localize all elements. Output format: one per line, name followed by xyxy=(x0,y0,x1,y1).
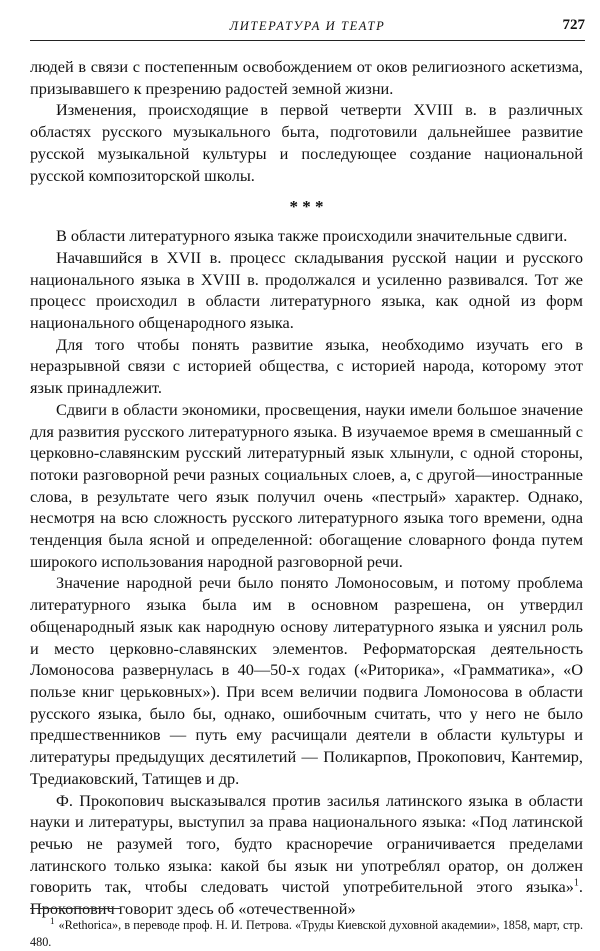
paragraph-nation-process: Начавшийся в XVII в. процесс складывания русской нации и русского национального языка в XVIII в. продолжался и усиленно развивался. Тот же процесс происходил в области литературного языка, как одной из форм национального общенародного языка. xyxy=(30,247,583,333)
paragraph-shifts: Сдвиги в области экономики, просвещения, науки имели большое значение для развития русского литературного языка. В изучаемое время в смешанный с церковно-славянским русский литературный язык хлынули, с одной стороны, потоки разговорной речи разных социальных слоев, а, с другой—иностранные слова, в результате чего язык получил очень «пестрый» характер. Однако, несмотря на всю сложность русского литературного языка того времени, одна тенденция была ясной и определенной: обогащение словарного фонда путем широкого использования народной разговорной речи. xyxy=(30,399,583,571)
footnote-rule xyxy=(30,908,120,909)
page-number: 727 xyxy=(562,17,585,33)
header-rule xyxy=(30,40,585,41)
paragraph-music-changes: Изменения, происходящие в первой четверти XVIII в. в различных областях русского музыкального быта, подготовили дальнейшее развитие русской музыкальной культуры и последующее создание национальной русской композиторской школы. xyxy=(30,100,583,185)
footnote xyxy=(30,913,583,951)
paragraph-continuation: людей в связи с постепенным освобождением от оков религиозного аскетизма, призывавшего к презрению радостей земной жизни. xyxy=(30,57,583,98)
footnote-text: «Rethorica», в переводе проф. Н. И. Петрова. «Труды Киевской духовной академии», 1858, март, стр. 480. xyxy=(30,918,583,950)
footnote-mark: 1 xyxy=(50,916,55,926)
footnote-reference[interactable]: 1 xyxy=(573,877,579,889)
paragraph-prokopovich-text: Ф. Прокопович высказывался против засилья латинского языка в области науки и литературы, выступил за права национального языка: «Под латинской речью не разумей того, будто красноречие ограничивается пределами латинского только языка: какой бы язык ни употреблял оратор, он должен говорить так, чтобы следовать чистой употребительной этого языка» xyxy=(30,790,583,897)
section-separator: * * * xyxy=(289,197,324,217)
body-text xyxy=(30,56,583,920)
paragraph-language-intro: В области литературного языка также происходили значительные сдвиги. xyxy=(56,226,568,246)
paragraph-lomonosov: Значение народной речи было понято Ломоносовым, и потому проблема литературного языка была им в основном разрешена, он утвердил общенародный язык как народную основу литературного языка и уяснил роль и место церковно-славянских элементов. Реформаторская деятельность Ломоносова развернулась в 40—50-х годах («Риторика», «Грамматика», «О пользе книг церьковных»). При всем величии подвига Ломоносова в области русского языка, было бы, однако, ошибочным считать, что у него не было предшественников — путь ему расчищали деятели в области культуры и литературы предыдущих десятилетий — Поликарпов, Прокопович, Кантемир, Тредиаковский, Татищев и др. xyxy=(30,573,583,788)
paragraph-prokopovich xyxy=(30,790,583,920)
paragraph-language-history: Для того чтобы понять развитие языка, необходимо изучать его в неразрывной связи с историей общества, с историей народа, которому этот язык принадлежит. xyxy=(30,334,583,398)
paragraph-prokopovich-tail: . Прокопович говорит здесь об «отечественной» xyxy=(30,877,583,919)
running-title: ЛИТЕРАТУРА И ТЕАТР xyxy=(229,19,386,33)
page-header xyxy=(30,15,585,41)
